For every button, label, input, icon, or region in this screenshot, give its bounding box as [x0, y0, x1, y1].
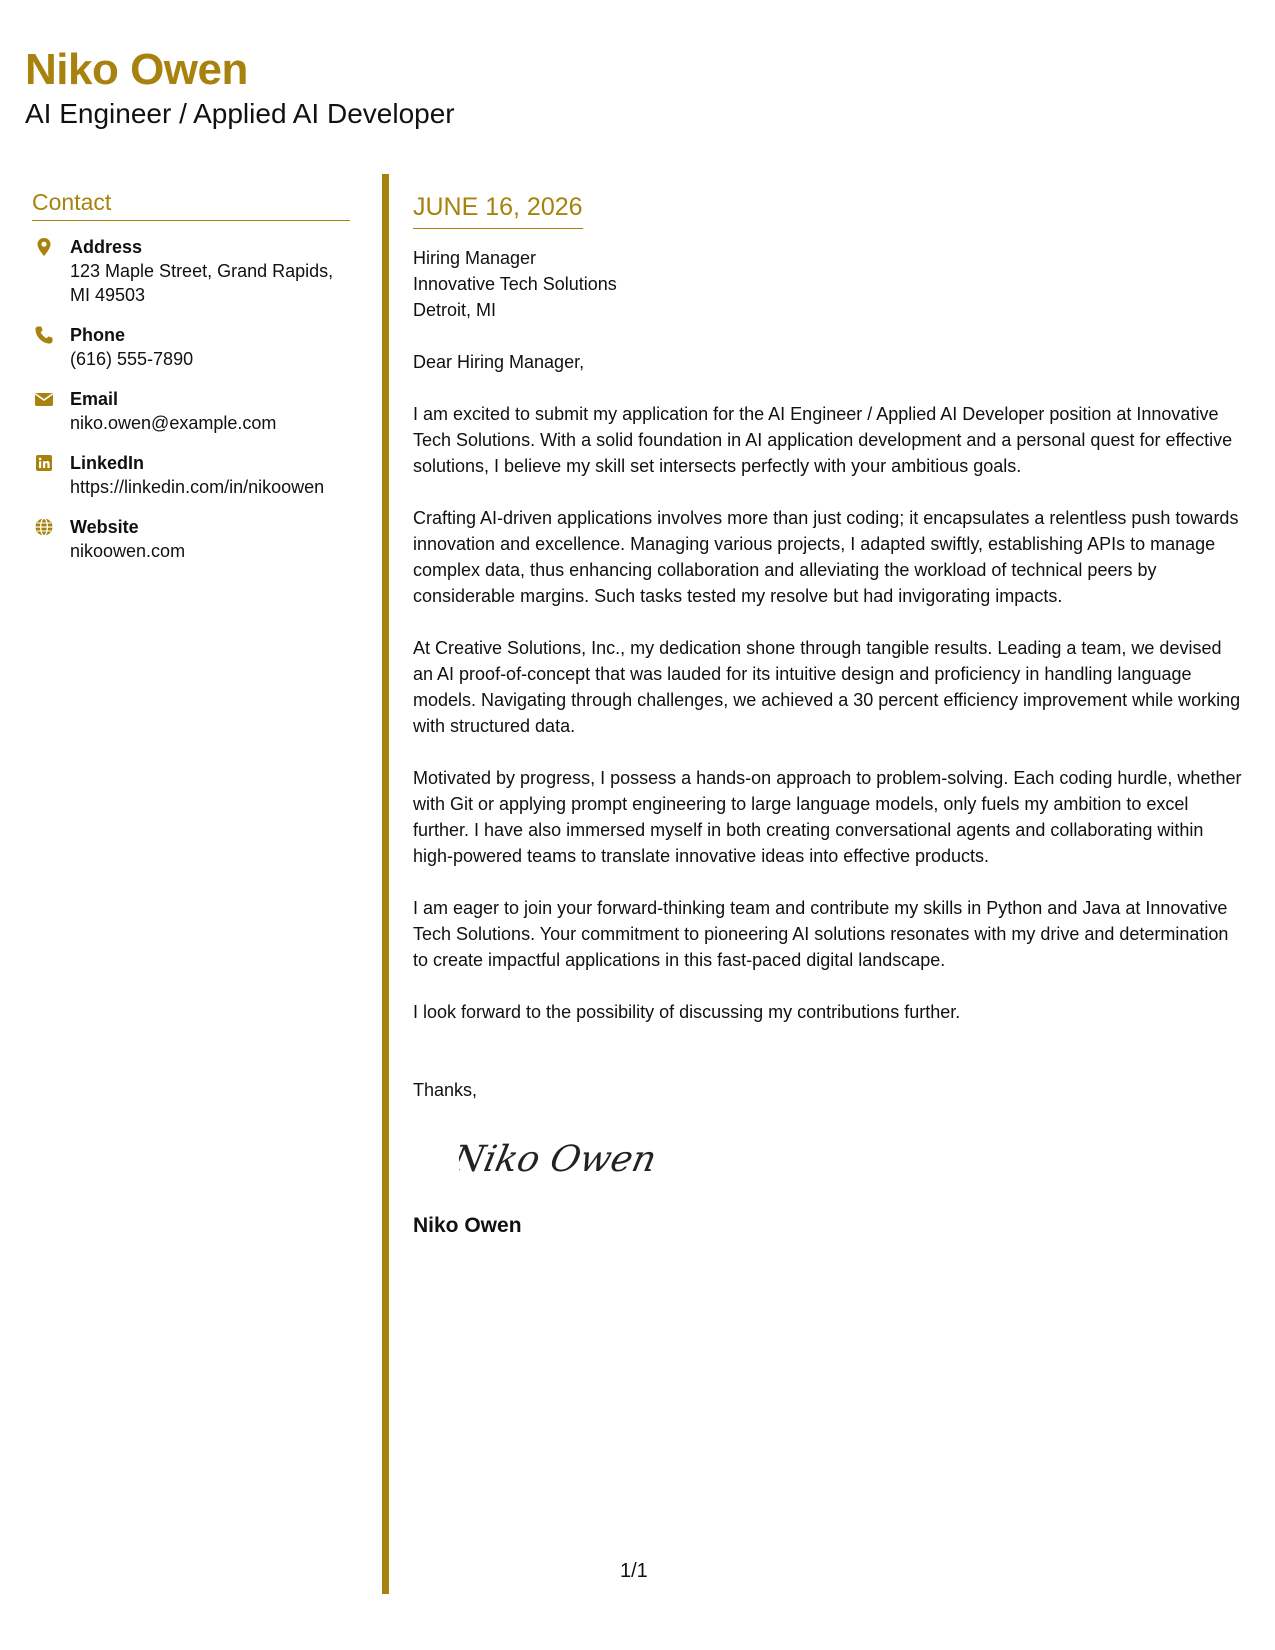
website-value[interactable]: nikoowen.com	[70, 541, 186, 561]
contact-label: Email	[70, 389, 119, 409]
svg-text:Niko Owen: Niko Owen	[459, 1137, 661, 1180]
closing: Thanks,	[413, 1080, 478, 1100]
letter-date: JUNE 16, 2026	[413, 193, 583, 229]
body-paragraph: Crafting AI-driven applications involves more than just coding; it encapsulates a relentless push towards innovation and excellence. Managing various projects, I adapted swiftly, establishing APIs to manage complex data, thus enhancing collaboration and alleviating the workload of technical peers by considerable margins. Such tasks tested my resolve but had invigorating impacts.	[413, 508, 1239, 606]
contact-label: Phone	[70, 325, 126, 345]
letter-body	[413, 193, 1243, 1238]
page-number: 1/1	[620, 1560, 648, 1582]
linkedin-value[interactable]: https://linkedin.com/in/nikoowen	[70, 477, 325, 497]
contact-label: LinkedIn	[70, 453, 145, 473]
body-paragraph: I am eager to join your forward-thinking team and contribute my skills in Python and Java at Innovative Tech Solutions. Your commitment to pioneering AI solutions resonates with my drive and determination to create impactful applications in this fast-paced digital landscape.	[413, 898, 1229, 970]
contact-label: Website	[70, 517, 139, 537]
contact-item-linkedin	[32, 451, 350, 499]
envelope-icon	[34, 389, 54, 409]
vertical-divider	[382, 174, 389, 1594]
contact-label: Address	[70, 237, 143, 257]
body-paragraph: At Creative Solutions, Inc., my dedication shone through tangible results. Leading a team, we devised an AI proof-of-concept that was lauded for its intuitive design and proficiency in handling language models. Navigating through challenges, we achieved a 30 percent efficiency improvement while working with structured data.	[413, 638, 1241, 736]
body-paragraph: I look forward to the possibility of discussing my contributions further.	[413, 1002, 961, 1022]
linkedin-icon	[34, 453, 54, 473]
recipient-company: Innovative Tech Solutions	[413, 274, 617, 294]
contact-item-email	[32, 387, 350, 435]
body-paragraph: I am excited to submit my application for the AI Engineer / Applied AI Developer position at Innovative Tech Solutions. With a solid foundation in AI application development and a personal quest for effective solutions, I believe my skill set intersects perfectly with your ambitious goals.	[413, 404, 1233, 476]
contact-item-phone	[32, 323, 350, 371]
contact-item-address	[32, 235, 350, 307]
signature	[459, 1131, 699, 1187]
phone-icon	[34, 325, 54, 345]
recipient-block	[413, 245, 1243, 323]
contact-heading: Contact	[32, 189, 350, 221]
signer-name: Niko Owen	[413, 1214, 522, 1237]
body-paragraph: Motivated by progress, I possess a hands-on approach to problem-solving. Each coding hurdle, whether with Git or applying prompt engineering to large language models, only fuels my ambition to excel further. I have also immersed myself in both creating conversational agents and collaborating within high-powered teams to translate innovative ideas into effective products.	[413, 768, 1242, 866]
salutation: Dear Hiring Manager,	[413, 352, 585, 372]
job-title: AI Engineer / Applied AI Developer	[25, 98, 455, 129]
address-value: 123 Maple Street, Grand Rapids, MI 49503	[70, 261, 334, 305]
recipient-location: Detroit, MI	[413, 300, 497, 320]
phone-value: (616) 555-7890	[70, 349, 194, 369]
globe-icon	[34, 517, 54, 537]
contact-sidebar	[32, 189, 350, 579]
map-pin-icon	[34, 237, 54, 257]
email-value[interactable]: niko.owen@example.com	[70, 413, 277, 433]
contact-item-website	[32, 515, 350, 563]
applicant-name: Niko Owen	[25, 45, 248, 94]
recipient-title: Hiring Manager	[413, 248, 537, 268]
